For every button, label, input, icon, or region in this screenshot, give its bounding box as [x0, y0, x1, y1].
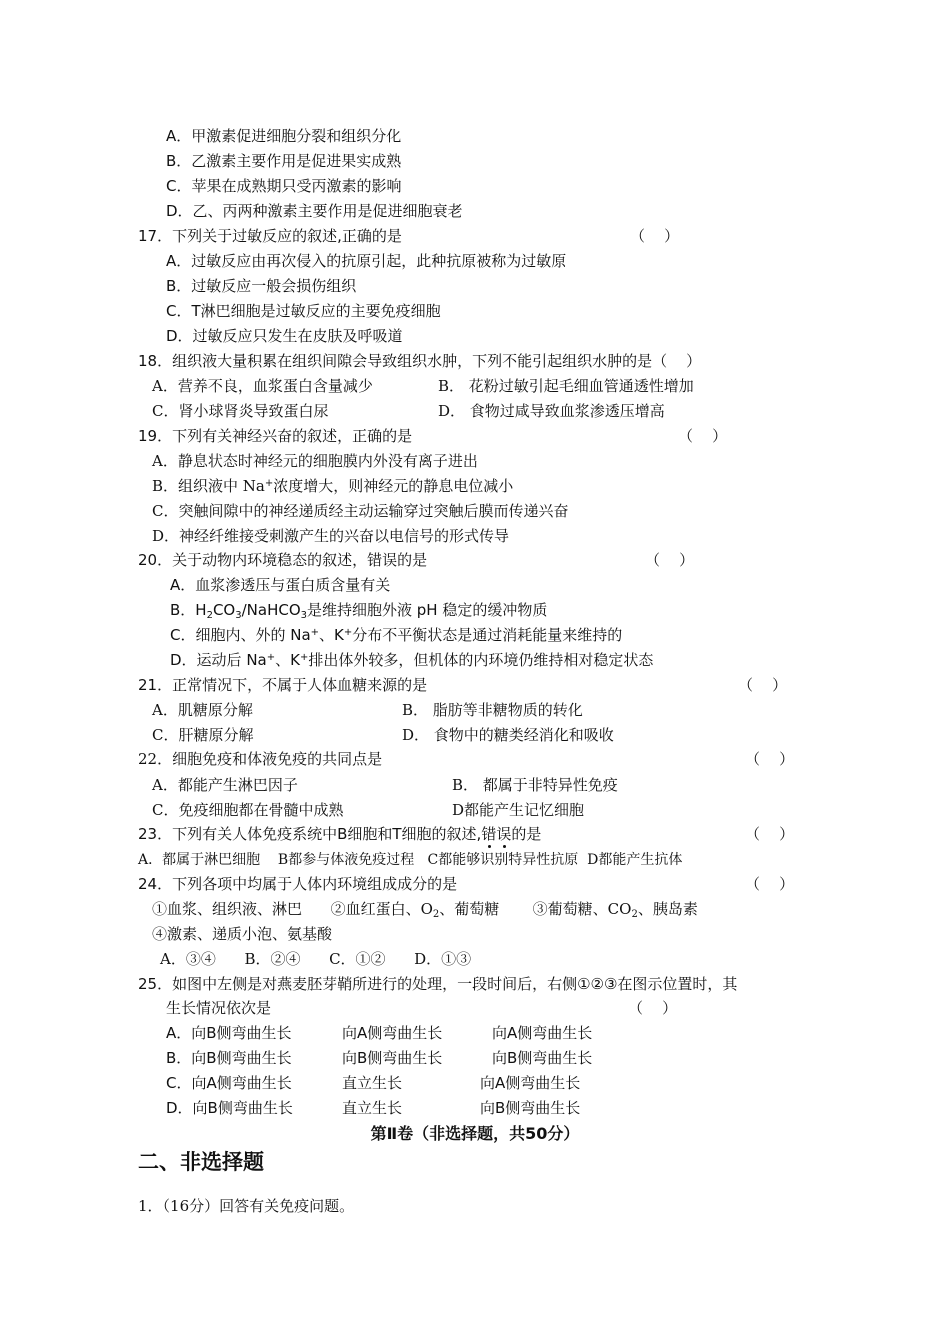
- q25-answer-bracket: （ ）: [628, 999, 678, 1017]
- q22-stem: 22．细胞免疫和体液免疫的共同点是: [138, 750, 383, 768]
- q22-option-d: D都能产生记忆细胞: [452, 801, 585, 819]
- q21-option-b: B． 脂肪等非糖物质的转化: [402, 701, 583, 719]
- q21-option-c: C．肝糖原分解: [152, 726, 254, 744]
- q18-option-a: A．营养不良，血浆蛋白含量减少: [152, 377, 373, 395]
- q20-stem: 20．关于动物内环境稳态的叙述，错误的是: [138, 551, 428, 569]
- q25-option-c-3: 向A侧弯曲生长: [480, 1074, 581, 1092]
- q22-option-c: C．免疫细胞都在骨髓中成熟: [152, 801, 344, 819]
- nonchoice-question-1: 1．（16分）回答有关免疫问题。: [138, 1197, 355, 1215]
- q18-option-c: C．肾小球肾炎导致蛋白尿: [152, 402, 329, 420]
- q17-option-a: A．过敏反应由再次侵入的抗原引起，此种抗原被称为过敏原: [166, 252, 567, 270]
- q17-answer-bracket: （ ）: [630, 227, 680, 245]
- q20-option-d: D．运动后 Na+、K+排出体外较多，但机体的内环境仍维持相对稳定状态: [170, 651, 654, 669]
- q25-stem-cont: 生长情况依次是: [166, 999, 272, 1017]
- q20-option-b: B．$H_2CO_3/NaHCO_3$是维持细胞外液 pH 稳定的缓冲物质: [170, 601, 548, 621]
- q22-option-b: B． 都属于非特异性免疫: [452, 776, 618, 794]
- q19-stem: 19．下列有关神经兴奋的叙述，正确的是: [138, 427, 413, 445]
- q25-stem: 25．如图中左侧是对燕麦胚芽鞘所进行的处理，一段时间后，右侧①②③在图示位置时，其: [138, 975, 738, 993]
- q18-option-b: B． 花粉过敏引起毛细血管通透性增加: [438, 377, 694, 395]
- q16-option-a: A．甲激素促进细胞分裂和组织分化: [166, 127, 402, 145]
- q25-option-b-1: B．向B侧弯曲生长: [166, 1049, 292, 1067]
- q24-items-line2: ④激素、递质小泡、氨基酸: [152, 925, 333, 943]
- q20-answer-bracket: （ ）: [645, 551, 695, 569]
- part2-title: 第Ⅱ卷（非选择题，共50分）: [370, 1124, 580, 1143]
- q20-option-a: A．血浆渗透压与蛋白质含量有关: [170, 576, 391, 594]
- q17-option-c: C．T淋巴细胞是过敏反应的主要免疫细胞: [166, 302, 441, 320]
- q25-option-d-2: 直立生长: [342, 1099, 403, 1117]
- q16-option-c: C．苹果在成熟期只受丙激素的影响: [166, 177, 402, 195]
- q25-option-c-1: C．向A侧弯曲生长: [166, 1074, 292, 1092]
- q24-answer-bracket: （ ）: [745, 875, 795, 893]
- q19-answer-bracket: （ ）: [678, 427, 728, 445]
- q25-option-d-3: 向B侧弯曲生长: [480, 1099, 581, 1117]
- q24-options: A．③④ B．②④ C．①② D．①③: [160, 950, 472, 968]
- q24-items-line1: ①血浆、组织液、淋巴 ②血红蛋白、$O_2$、葡萄糖 ③葡萄糖、$CO_2$、胰岛素: [152, 900, 698, 920]
- q20-option-c: C．细胞内、外的 Na+、K+分布不平衡状态是通过消耗能量来维持的: [170, 626, 623, 644]
- q19-option-d: D．神经纤维接受刺激产生的兴奋以电信号的形式传导: [152, 527, 510, 545]
- section-title: 二、非选择题: [138, 1150, 264, 1174]
- q18-stem: 18．组织液大量积累在组织间隙会导致组织水肿，下列不能引起组织水肿的是（ ）: [138, 352, 702, 370]
- q17-option-b: B．过敏反应一般会损伤组织: [166, 277, 357, 295]
- q23-stem: 23．下列有关人体免疫系统中B细胞和T细胞的叙述,错误的是: [138, 825, 542, 843]
- q21-stem: 21．正常情况下，不属于人体血糖来源的是: [138, 676, 428, 694]
- q23-options: A．都属于淋巴细胞 B都参与体液免疫过程 C都能够识别特异性抗原 D都能产生抗体: [138, 852, 683, 868]
- q19-option-b: B．组织液中 Na+浓度增大，则神经元的静息电位减小: [152, 477, 514, 495]
- q23-answer-bracket: （ ）: [745, 825, 795, 843]
- q16-option-d: D．乙、丙两种激素主要作用是促进细胞衰老: [166, 202, 463, 220]
- q17-option-d: D．过敏反应只发生在皮肤及呼吸道: [166, 327, 403, 345]
- q24-stem: 24．下列各项中均属于人体内环境组成成分的是: [138, 875, 458, 893]
- q25-option-a-2: 向A侧弯曲生长: [342, 1024, 443, 1042]
- q21-option-a: A．肌糖原分解: [152, 701, 253, 719]
- q19-option-a: A．静息状态时神经元的细胞膜内外没有离子进出: [152, 452, 478, 470]
- q25-option-d-1: D．向B侧弯曲生长: [166, 1099, 293, 1117]
- q22-answer-bracket: （ ）: [745, 750, 795, 768]
- q19-option-c: C．突触间隙中的神经递质经主动运输穿过突触后膜而传递兴奋: [152, 502, 569, 520]
- q25-option-a-1: A．向B侧弯曲生长: [166, 1024, 292, 1042]
- q17-stem: 17．下列关于过敏反应的叙述,正确的是: [138, 227, 402, 245]
- q21-option-d: D． 食物中的糖类经消化和吸收: [402, 726, 614, 744]
- q16-option-b: B．乙激素主要作用是促进果实成熟: [166, 152, 402, 170]
- q18-option-d: D． 食物过咸导致血浆渗透压增高: [438, 402, 665, 420]
- q22-option-a: A．都能产生淋巴因子: [152, 776, 298, 794]
- q25-option-a-3: 向A侧弯曲生长: [492, 1024, 593, 1042]
- q25-option-c-2: 直立生长: [342, 1074, 403, 1092]
- q25-option-b-2: 向B侧弯曲生长: [342, 1049, 443, 1067]
- q21-answer-bracket: （ ）: [738, 676, 788, 694]
- q25-option-b-3: 向B侧弯曲生长: [492, 1049, 593, 1067]
